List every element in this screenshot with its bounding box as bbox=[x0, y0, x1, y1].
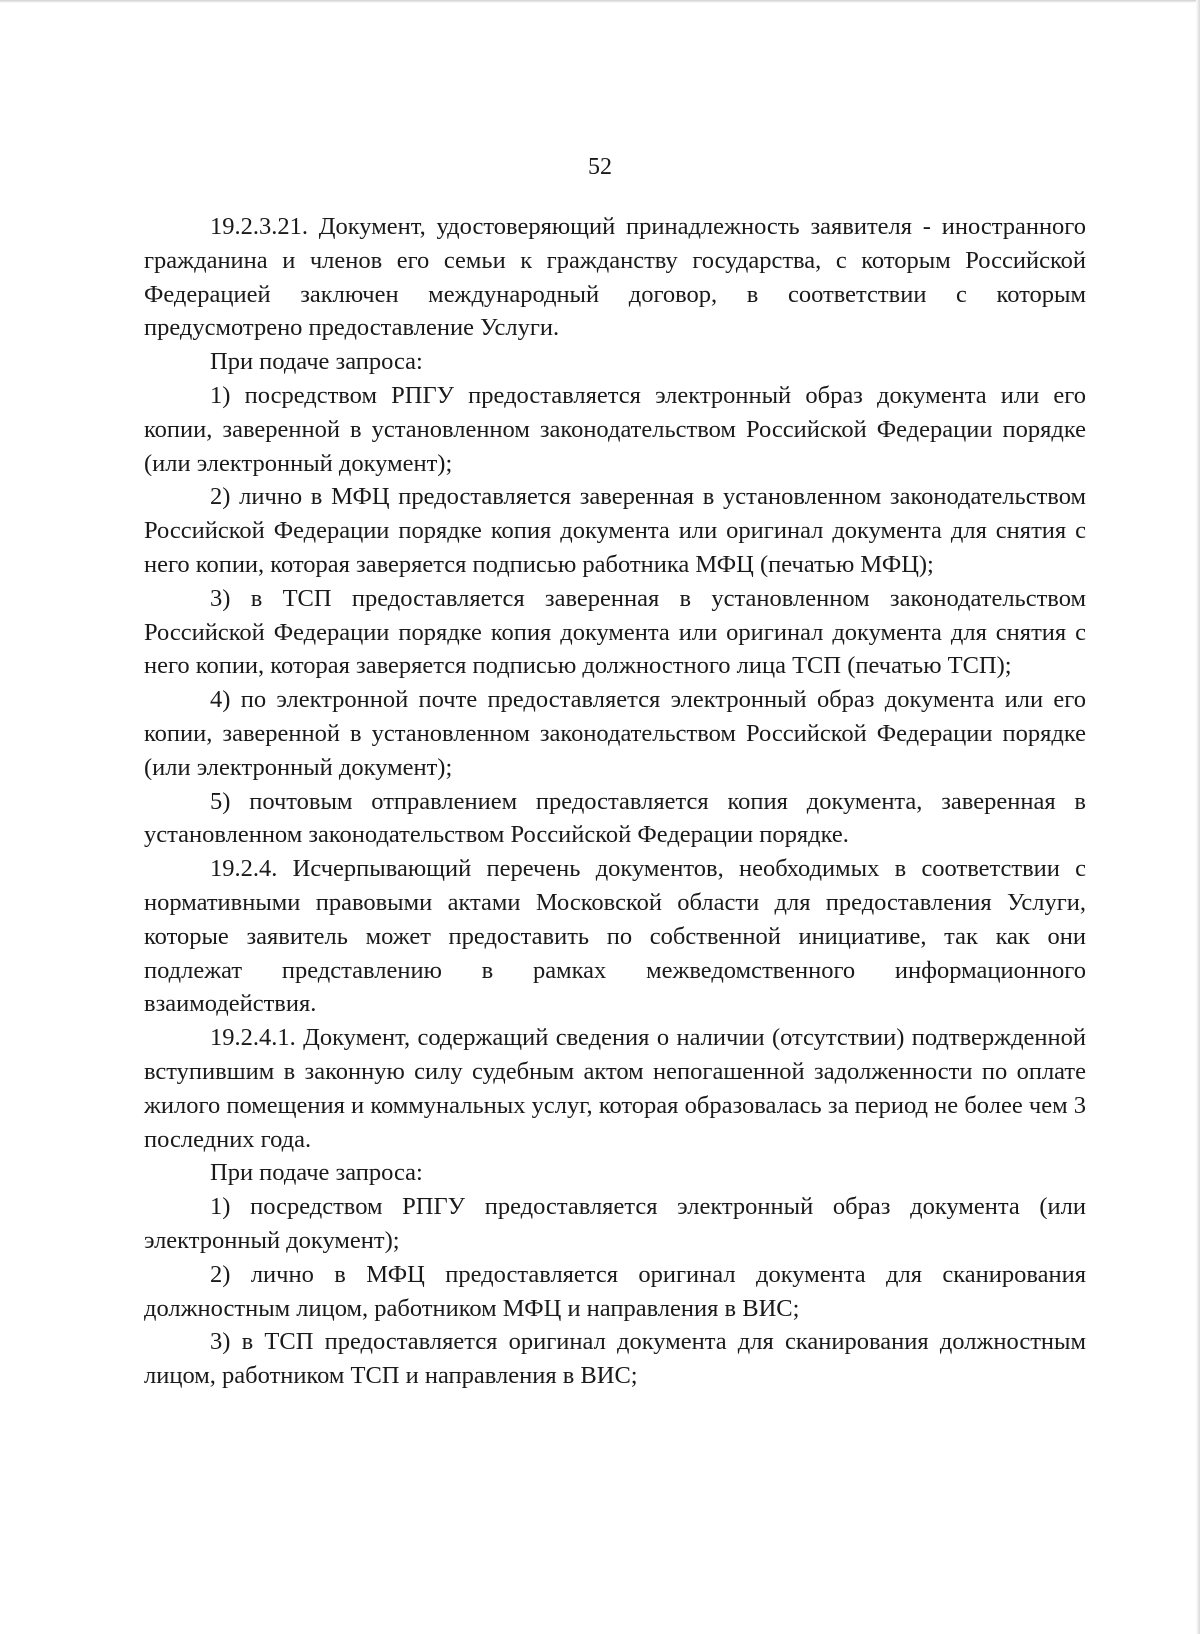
paragraph-19-2-4-1: 19.2.4.1. Документ, содержащий сведения о наличии (отсутствии) подтвержденной вступившим в законную силу судебным актом непогашенной задолженности по оплате жилого помещения и коммунальных услуг, которая образовалась за период не более чем 3 последних года. bbox=[144, 1024, 1086, 1153]
list-item-5: 5) почтовым отправлением предоставляется копия документа, заверенная в установленном законодательством Российской Федерации порядке. bbox=[144, 787, 1086, 849]
list-item-1: 1) посредством РПГУ предоставляется электронный образ документа или его копии, заверенной в установленном законодательством Российской Федерации порядке (или электронный документ); bbox=[144, 381, 1086, 477]
paragraph-request-intro: При подаче запроса: bbox=[210, 1159, 423, 1187]
list-item-4: 4) по электронной почте предоставляется электронный образ документа или его копии, заверенной в установленном законодательством Российской Федерации порядке (или электронный документ); bbox=[144, 686, 1086, 781]
list-item-2: 2) лично в МФЦ предоставляется оригинал документа для сканирования должностным лицом, работником МФЦ и направления в ВИС; bbox=[144, 1260, 1086, 1322]
list-item-1: 1) посредством РПГУ предоставляется электронный образ документа (или электронный документ); bbox=[144, 1193, 1086, 1254]
paragraph-request-intro: При подаче запроса: bbox=[210, 348, 423, 376]
document-body bbox=[144, 210, 1086, 1393]
list-item-3: 3) в ТСП предоставляется заверенная в установленном законодательством Российской Федерации порядке копия документа или оригинал документа для снятия с него копии, которая заверяется подписью должностного лица ТСП (печатью ТСП); bbox=[144, 584, 1086, 680]
page-number: 52 bbox=[588, 154, 612, 180]
list-item-2: 2) лично в МФЦ предоставляется заверенная в установленном законодательством Российской Федерации порядке копия документа или оригинал документа для снятия с него копии, которая заверяется подписью работника МФЦ (печатью МФЦ); bbox=[144, 483, 1086, 578]
scan-edge bbox=[1196, 0, 1200, 1634]
paragraph-19-2-4: 19.2.4. Исчерпывающий перечень документов, необходимых в соответствии с нормативными правовыми актами Московской области для предоставления Услуги, которые заявитель может предоставить по собственной инициативе, так как они подлежат представлению в рамках межведомственного информационного взаимодействия. bbox=[144, 855, 1086, 1018]
list-item-3: 3) в ТСП предоставляется оригинал документа для сканирования должностным лицом, работником ТСП и направления в ВИС; bbox=[144, 1328, 1086, 1390]
paragraph-19-2-3-21: 19.2.3.21. Документ, удостоверяющий принадлежность заявителя - иностранного гражданина и членов его семьи к гражданству государства, с которым Российской Федерацией заключен международный договор, в соответствии с которым предусмотрено предоставление Услуги. bbox=[144, 213, 1086, 342]
scan-edge bbox=[0, 0, 1200, 3]
